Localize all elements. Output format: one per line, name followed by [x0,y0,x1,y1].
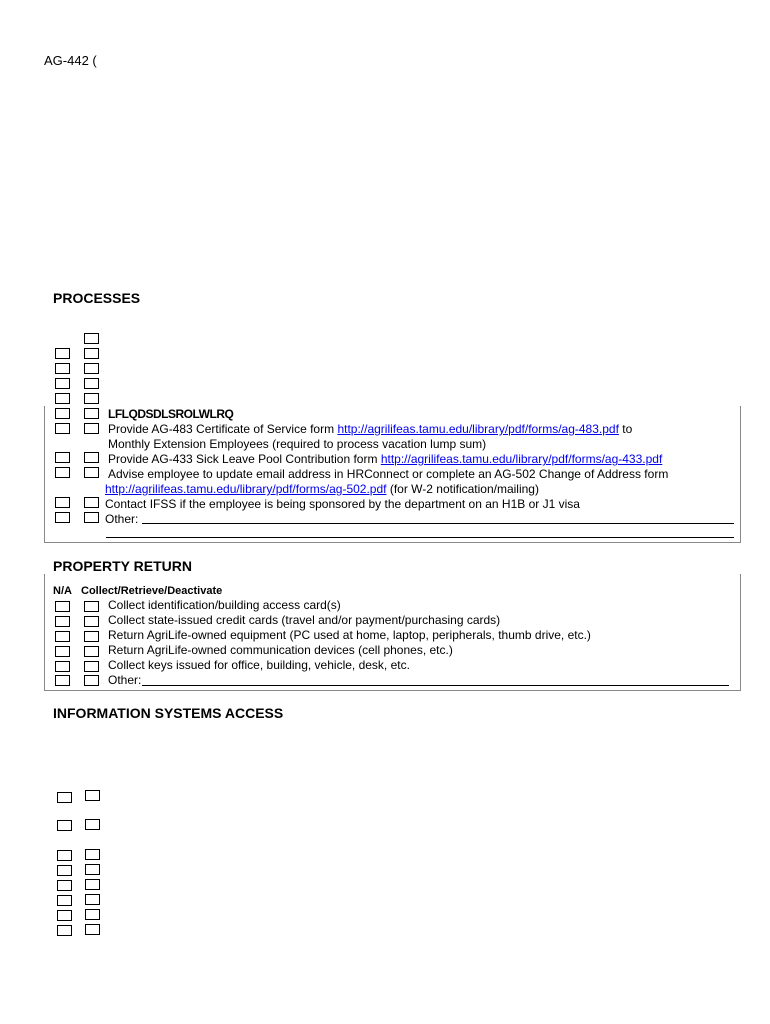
info-na-checkbox[interactable] [57,792,72,803]
info-checkbox[interactable] [85,790,100,801]
property-item-5: Collect keys issued for office, building, vehicle, desk, etc. [108,658,410,672]
text: to [618,422,633,436]
processes-checkbox[interactable] [84,393,99,404]
processes-na-checkbox[interactable] [55,348,70,359]
col-action-header: Collect/Retrieve/Deactivate [81,585,223,597]
text: (for W-2 notification/mailing) [386,482,539,496]
processes-na-checkbox[interactable] [55,363,70,374]
processes-checkbox[interactable] [84,348,99,359]
ag-502-link[interactable]: http://agrilifeas.tamu.edu/library/pdf/forms/ag-502.pdf [105,482,387,496]
processes-checkbox[interactable] [84,512,99,523]
processes-line-7: Contact IFSS if the employee is being sponsored by the department on an H1B or J1 visa [105,497,580,511]
info-na-checkbox[interactable] [57,865,72,876]
processes-other-label: Other: [105,512,139,526]
processes-line-1: LFLQDSDLSROLWLRQ [108,407,234,421]
info-checkbox[interactable] [85,864,100,875]
processes-na-checkbox[interactable] [55,408,70,419]
property-item-4: Return AgriLife-owned communication devices (cell phones, etc.) [108,643,453,657]
processes-na-checkbox[interactable] [55,512,70,523]
form-id: AG-442 ( [44,53,97,68]
processes-line-5: Advise employee to update email address in HRConnect or complete an AG-502 Change of Address form [108,467,669,481]
info-systems-heading: INFORMATION SYSTEMS ACCESS [53,705,284,721]
processes-checkbox[interactable] [84,467,99,478]
processes-line-2 [108,422,632,437]
info-checkbox[interactable] [85,894,100,905]
processes-na-checkbox[interactable] [55,452,70,463]
property-other-field[interactable] [142,685,729,686]
processes-checkbox[interactable] [84,497,99,508]
processes-checkbox[interactable] [84,452,99,463]
property-item-2: Collect state-issued credit cards (travel and/or payment/purchasing cards) [108,613,501,627]
info-na-checkbox[interactable] [57,850,72,861]
property-item-3: Return AgriLife-owned equipment (PC used at home, laptop, peripherals, thumb drive, etc.) [108,628,591,642]
text: Provide AG-433 Sick Leave Pool Contribution form [108,452,381,466]
processes-line-6 [105,482,539,497]
property-checkbox[interactable] [84,646,99,657]
info-checkbox[interactable] [85,819,100,830]
info-na-checkbox[interactable] [57,925,72,936]
property-na-checkbox[interactable] [55,661,70,672]
processes-na-checkbox[interactable] [55,423,70,434]
property-checkbox[interactable] [84,631,99,642]
property-other-label: Other: [108,673,142,687]
processes-heading: PROCESSES [53,290,141,306]
property-checkbox[interactable] [84,675,99,686]
info-checkbox[interactable] [85,909,100,920]
property-checkbox[interactable] [84,616,99,627]
info-na-checkbox[interactable] [57,820,72,831]
property-na-checkbox[interactable] [55,601,70,612]
property-na-checkbox[interactable] [55,646,70,657]
processes-checkbox[interactable] [84,378,99,389]
ag-433-link[interactable]: http://agrilifeas.tamu.edu/library/pdf/forms/ag-433.pdf [380,452,663,466]
info-checkbox[interactable] [85,849,100,860]
processes-na-checkbox[interactable] [55,467,70,478]
col-na-header: N/A [53,585,72,597]
ag-483-link[interactable]: http://agrilifeas.tamu.edu/library/pdf/forms/ag-483.pdf [337,422,619,436]
property-checkbox[interactable] [84,601,99,612]
property-return-heading: PROPERTY RETURN [53,558,192,574]
processes-checkbox[interactable] [84,333,99,344]
property-na-checkbox[interactable] [55,675,70,686]
processes-checkbox[interactable] [84,423,99,434]
processes-line-3: Monthly Extension Employees (required to process vacation lump sum) [108,437,487,451]
processes-na-checkbox[interactable] [55,378,70,389]
property-item-1: Collect identification/building access card(s) [108,598,341,612]
info-checkbox[interactable] [85,879,100,890]
processes-other-field[interactable] [142,523,734,524]
info-na-checkbox[interactable] [57,895,72,906]
processes-na-checkbox[interactable] [55,497,70,508]
property-checkbox[interactable] [84,661,99,672]
property-na-checkbox[interactable] [55,616,70,627]
processes-other-field-2[interactable] [106,537,734,538]
processes-na-checkbox[interactable] [55,393,70,404]
processes-line-4 [108,452,662,467]
processes-checkbox[interactable] [84,363,99,374]
info-checkbox[interactable] [85,924,100,935]
info-na-checkbox[interactable] [57,880,72,891]
processes-checkbox[interactable] [84,408,99,419]
property-na-checkbox[interactable] [55,631,70,642]
text: Provide AG-483 Certificate of Service form [108,422,338,436]
info-na-checkbox[interactable] [57,910,72,921]
